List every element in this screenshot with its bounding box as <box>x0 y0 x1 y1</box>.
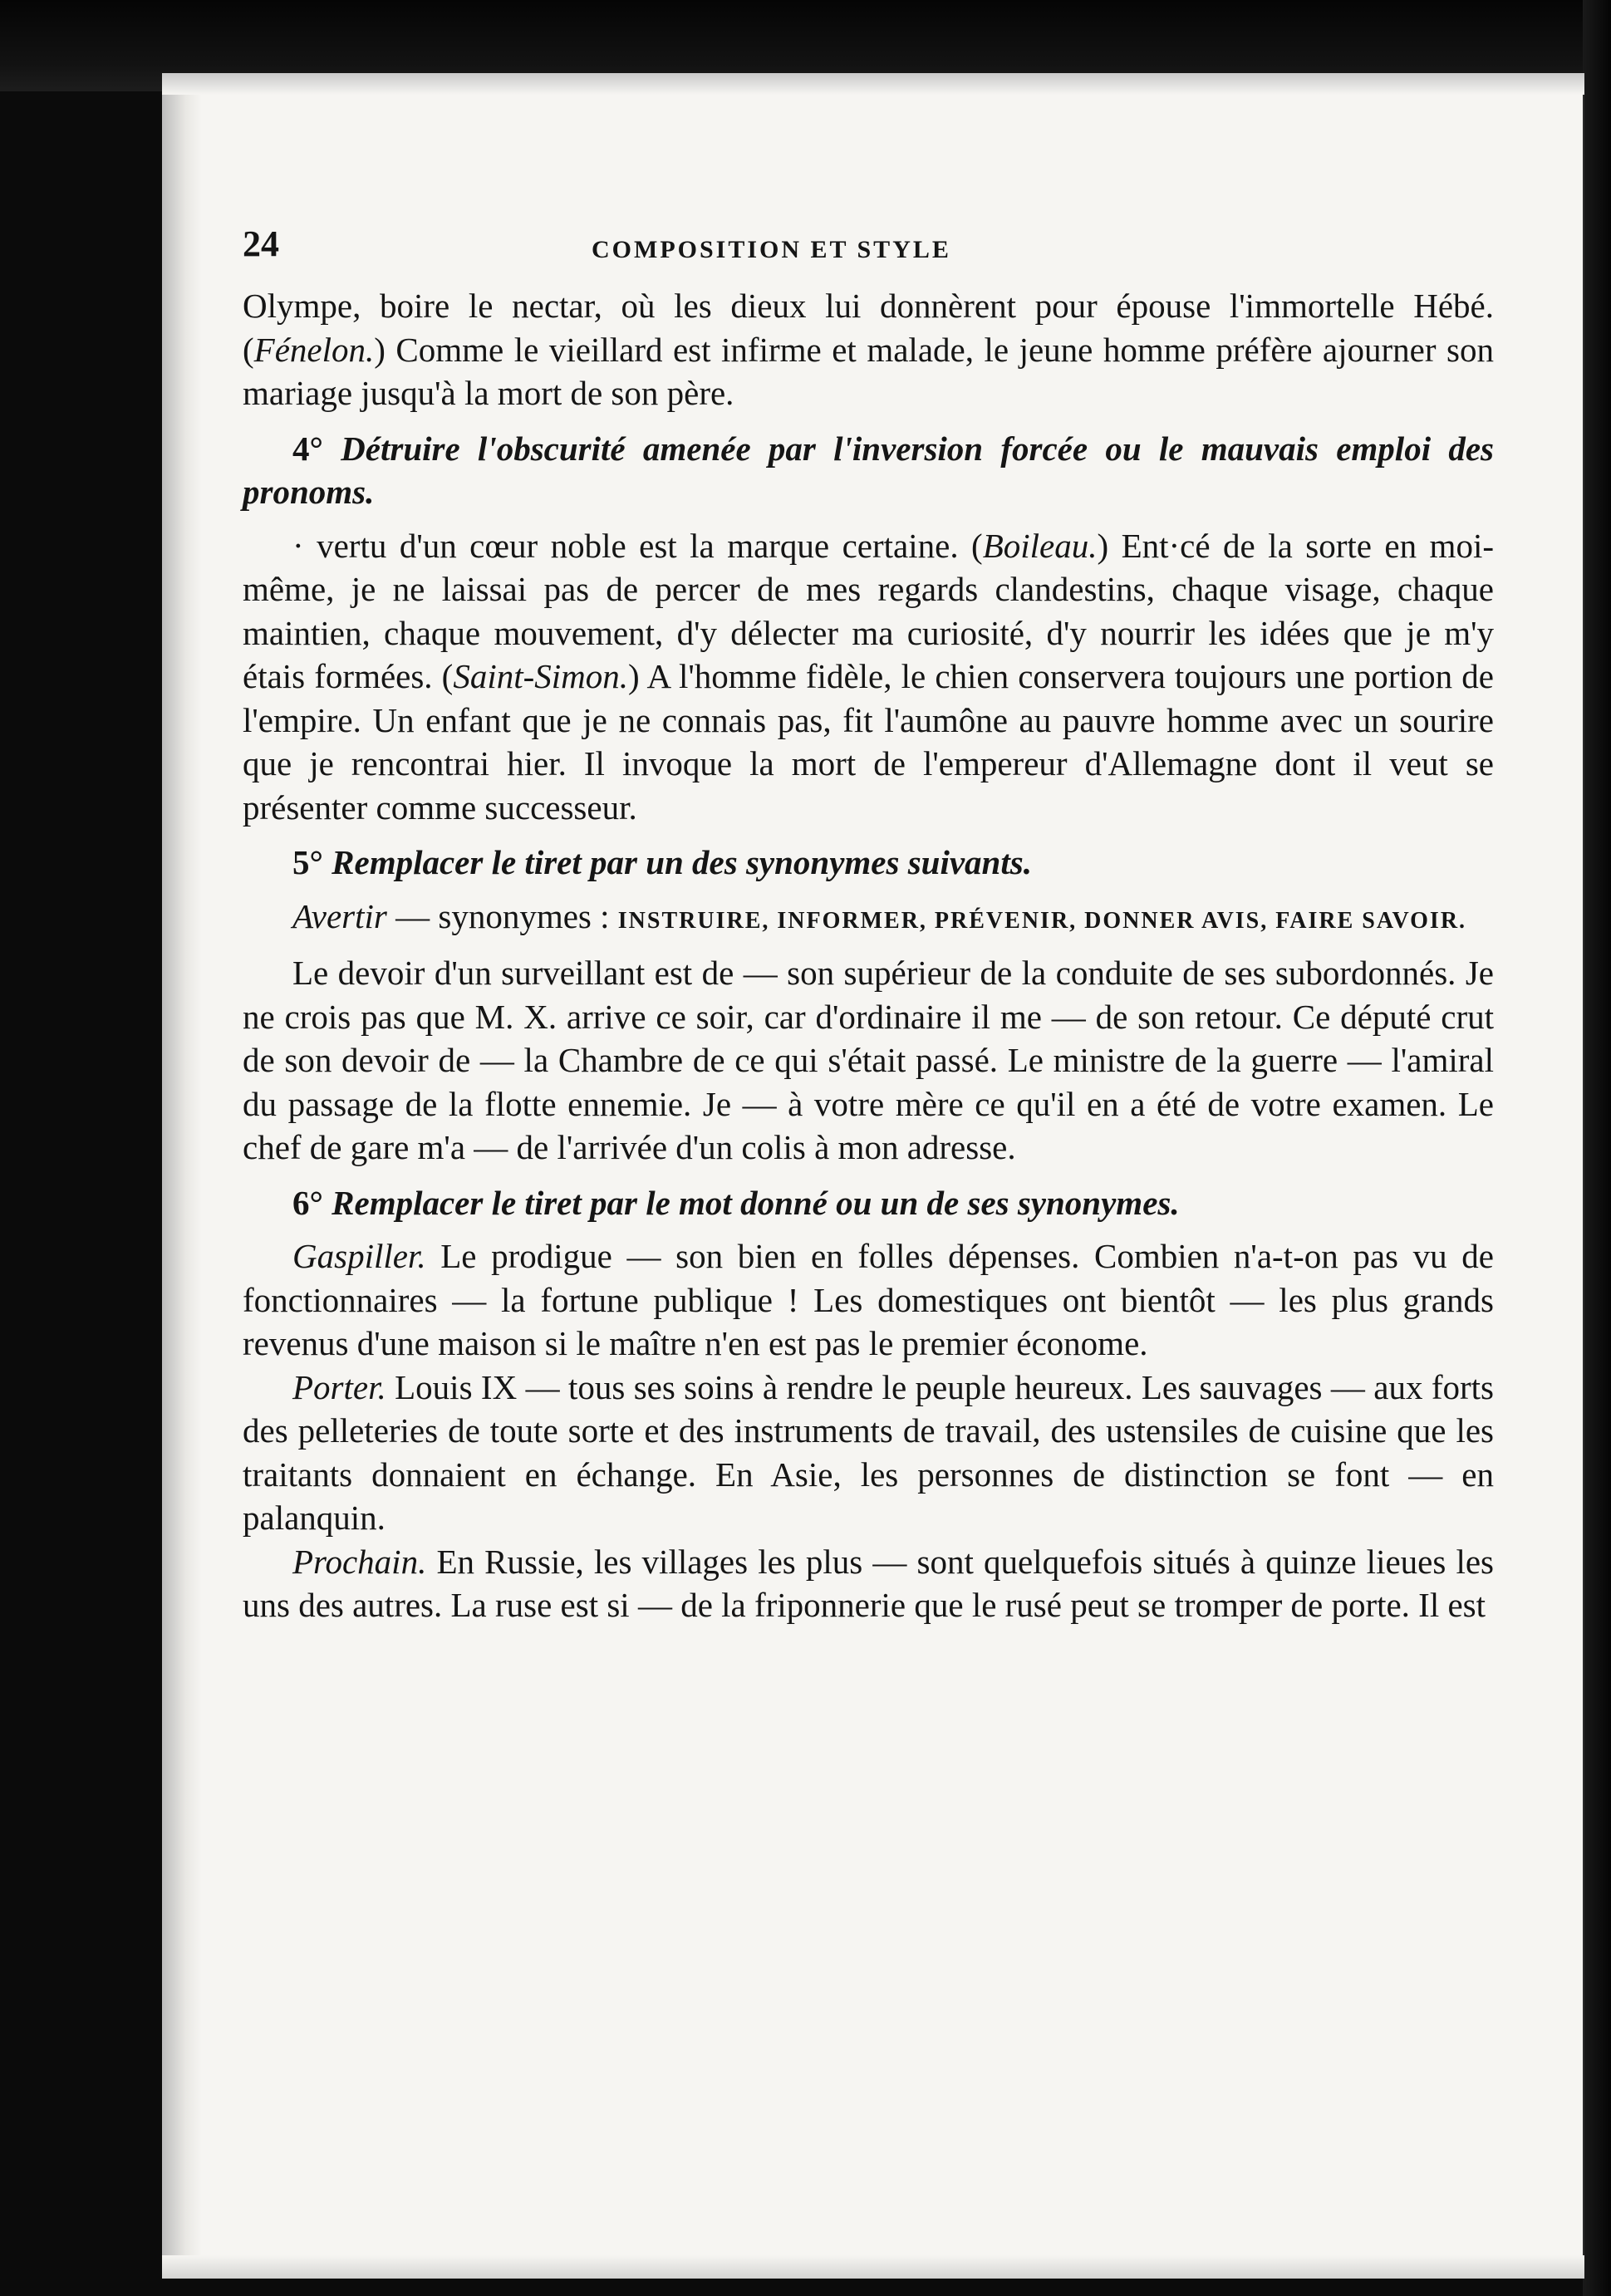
page-top-shadow <box>162 73 1584 95</box>
text-run: Louis IX — tous ses soins à rendre le peuple heureux. Les sauvages — aux forts des pelleteries de toute sorte et des instruments de travail, des ustensiles de cuisine que les traitants donnaient en échange. En Asie, les personnes de distinction se font — en palanquin. <box>243 1367 1494 1537</box>
text-run: Le prodigue — son bien en folles dépenses. Combien n'a-t-on pas vu de fonctionnaires — la fortune publique ! Les domestiques ont bientôt — les plus grands revenus d'une maison si le maître n'en est pas le premier économe. <box>243 1237 1494 1362</box>
exercise-number: 6° <box>292 1183 323 1222</box>
exercise-porter <box>243 1366 1494 1540</box>
author-citation: Boileau. <box>982 526 1098 565</box>
exercise-number: 4° <box>292 429 323 468</box>
exercise-heading-6 <box>243 1181 1494 1225</box>
exercise-number: 5° <box>292 843 323 881</box>
page-bottom-shadow <box>162 2255 1584 2279</box>
author-citation: Saint-Simon. <box>453 657 629 695</box>
headword: Prochain. <box>292 1542 427 1581</box>
exercise-instruction: Détruire l'obscurité amenée par l'inversion forcée ou le mauvais emploi des pronoms. <box>243 429 1495 511</box>
exercise-5-text: Le devoir d'un surveillant est de — son supérieur de la conduite de ses subordonnés. Je ne crois pas que M. X. arrive ce soir, car d'ordinaire il me — de son retour. Ce député crut de son devoir de — la Chambre de ce qui s'était passé. Le ministre de la guerre — l'amiral du passage de la flotte ennemie. Je — à votre mère ce qu'il en a été de votre examen. Le chef de gare m'a — de l'arrivée d'un colis à mon adresse. <box>243 954 1494 1166</box>
exercise-gaspiller <box>243 1234 1494 1366</box>
headword: Gaspiller. <box>292 1237 426 1275</box>
synonym-definition <box>243 895 1494 944</box>
text-run: ) Comme le vieillard est infirme et malade, le jeune homme préfère ajourner son mariage jusqu'à la mort de son père. <box>243 330 1494 412</box>
text-run: Olympe, boire le nectar, où les dieux lui donnèrent pour épouse l'immortelle Hébé. ( <box>243 287 1494 369</box>
page-text <box>243 223 1494 1627</box>
page-number: 24 <box>243 223 279 264</box>
headword: Avertir <box>292 896 387 935</box>
author-citation: Fénelon. <box>253 330 375 369</box>
page-gutter-shadow <box>162 73 202 2279</box>
text-run: ) Ent·cé de la sorte en moi-même, je ne laissai pas de percer de mes regards clandestins, chaque visage, chaque maintien, chaque mouvement, d'y délecter ma curiosité, d'y nourrir les idées que je m'y étais formées. ( <box>243 526 1494 695</box>
text-run: ) A l'homme fidèle, le chien conservera toujours une portion de l'empire. Un enfant que je ne connais pas, fit l'aumône au pauvre homme avec un sourire que je rencontrai hier. Il invoque la mort de l'empereur d'Allemagne dont il veut se présenter comme successeur. <box>243 657 1494 827</box>
text-run: · vertu d'un cœur noble est la marque certaine. ( <box>292 526 983 565</box>
exercise-4-text <box>243 524 1494 830</box>
exercise-heading-5 <box>243 841 1494 885</box>
exercise-instruction: Remplacer le tiret par un des synonymes suivants. <box>332 843 1032 881</box>
text-run: — synonymes : <box>386 896 618 935</box>
running-title: COMPOSITION ET STYLE <box>592 236 951 263</box>
running-head <box>243 223 1494 284</box>
exercise-heading-4 <box>243 427 1494 514</box>
exercise-prochain <box>243 1540 1494 1627</box>
text-run: En Russie, les villages les plus — sont quelquefois situés à quinze lieues les uns des autres. La ruse est si — de la friponnerie que le rusé peut se tromper de porte. Il est <box>243 1542 1494 1624</box>
synonym-list: INSTRUIRE, INFORMER, PRÉVENIR, DONNER AVIS, FAIRE SAVOIR. <box>617 907 1467 934</box>
headword: Porter. <box>292 1367 386 1406</box>
paragraph-continuation <box>243 284 1494 415</box>
scan-border-right <box>1583 0 1611 2296</box>
exercise-instruction: Remplacer le tiret par le mot donné ou un de ses synonymes. <box>332 1183 1180 1222</box>
